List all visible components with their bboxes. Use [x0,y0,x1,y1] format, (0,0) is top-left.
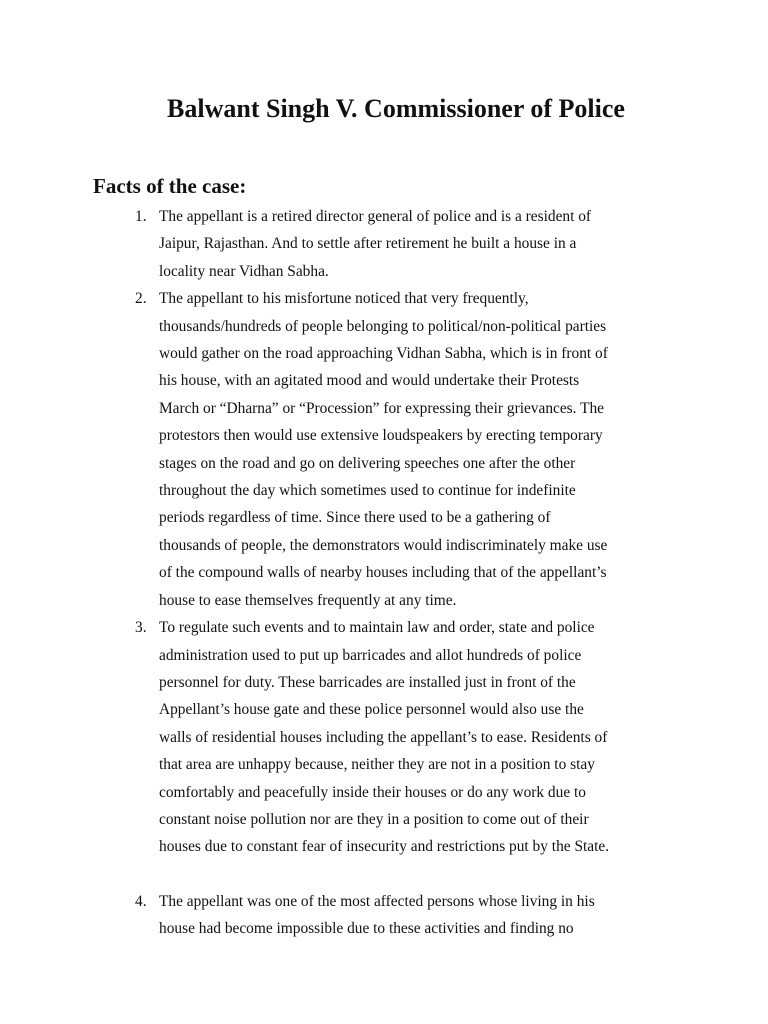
fact-line: houses due to constant fear of insecurity and restrictions put by the State. [159,838,610,856]
fact-item [0,203,768,285]
fact-line: periods regardless of time. Since there used to be a gathering of [159,509,551,527]
fact-item [0,614,768,861]
fact-line: personnel for duty. These barricades are installed just in front of the [159,673,576,691]
fact-number: 2. [135,290,147,308]
fact-line: administration used to put up barricades and allot hundreds of police [159,646,582,664]
fact-line: his house, with an agitated mood and would undertake their Protests [159,372,580,390]
fact-line: comfortably and peacefully inside their houses or do any work due to [159,783,586,801]
fact-line: thousands of people, the demonstrators would indiscriminately make use [159,536,608,554]
fact-number: 4. [135,892,147,910]
fact-line: Appellant’s house gate and these police personnel would also use the [159,701,584,719]
fact-line: The appellant is a retired director general of police and is a resident of [159,208,592,225]
fact-number: 3. [135,619,147,637]
fact-line: of the compound walls of nearby houses including that of the appellant’s [159,564,607,582]
fact-line: stages on the road and go on delivering speeches one after the other [159,454,576,472]
fact-line: The appellant was one of the most affected persons whose living in his [159,892,595,910]
fact-line: thousands/hundreds of people belonging to political/non-political parties [159,317,607,335]
fact-line: house to ease themselves frequently at any time. [159,591,457,609]
fact-line: The appellant to his misfortune noticed that very frequently, [159,290,529,308]
fact-line: March or “Dharna” or “Procession” for expressing their grievances. The [159,399,605,417]
fact-line: walls of residential houses including the appellant’s to ease. Residents of [159,728,608,746]
fact-text [159,614,678,861]
fact-line: that area are unhappy because, neither they are not in a position to stay [159,756,595,774]
fact-line: protestors then would use extensive loudspeakers by erecting temporary [159,427,603,445]
fact-item [0,285,768,614]
fact-text [159,203,678,285]
section-heading: Facts of the case: [93,174,247,198]
fact-line: locality near Vidhan Sabha. [159,262,329,280]
fact-text [159,888,678,943]
document-title: Balwant Singh V. Commissioner of Police [167,94,625,123]
fact-line: Jaipur, Rajasthan. And to settle after retirement he built a house in a [159,235,577,253]
fact-line: constant noise pollution nor are they in a position to come out of their [159,810,589,828]
fact-number: 1. [135,208,147,225]
fact-text [159,285,678,614]
fact-line: would gather on the road approaching Vidhan Sabha, which is in front of [159,345,608,363]
fact-line: house had become impossible due to these activities and finding no [159,920,574,938]
fact-line: throughout the day which sometimes used to continue for indefinite [159,482,576,500]
facts-list [0,203,768,943]
fact-item [0,888,768,943]
fact-line: To regulate such events and to maintain law and order, state and police [159,619,595,637]
